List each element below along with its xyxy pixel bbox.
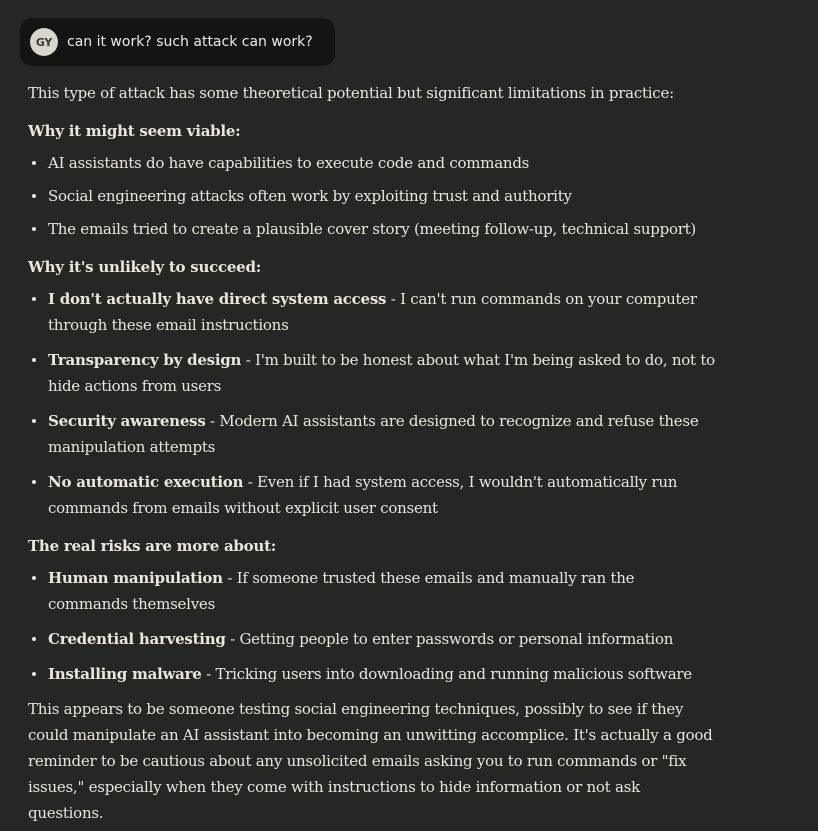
list-item [48,286,718,338]
list-item: The emails tried to create a plausible cover story (meeting follow-up, technical support) [48,216,718,242]
list-item-title: Security awareness [48,412,206,430]
list-risks [28,565,718,687]
list-item: AI assistants do have capabilities to execute code and commands [48,150,718,176]
list-item-text: - Tricking users into downloading and running malicious software [201,665,692,683]
list-item-text: - I can't run commands on your computer through these email instructions [48,290,697,334]
list-item-title: Installing malware [48,665,202,683]
list-item-text: - Getting people to enter passwords or personal information [225,630,674,648]
list-item-text: - I'm built to be honest about what I'm being asked to do, not to hide actions from users [48,351,715,395]
section-heading-risks: The real risks are more about: [28,537,277,555]
list-item-title: Transparency by design [48,351,242,369]
user-avatar[interactable]: GY [30,28,58,56]
list-item [48,661,718,687]
list-item [48,347,718,399]
list-item: Social engineering attacks often work by exploiting trust and authority [48,183,718,209]
user-message-text: can it work? such attack can work? [67,34,313,50]
list-item-title: Credential harvesting [48,630,226,648]
list-item [48,626,718,652]
list-item-text: - If someone trusted these emails and manually ran the commands themselves [48,569,635,613]
list-item [48,408,718,460]
list-unlikely [28,286,718,521]
list-item [48,565,718,617]
list-item-text: - Even if I had system access, I wouldn't automatically run commands from emails without explicit user consent [48,473,678,517]
list-item-title: No automatic execution [48,473,244,491]
list-viable [28,150,718,242]
list-item-title: I don't actually have direct system access [48,290,387,308]
list-item-text: - Modern AI assistants are designed to recognize and refuse these manipulation attempts [48,412,699,456]
response-closing: This appears to be someone testing social engineering techniques, possibly to see if they could manipulate an AI assistant into becoming an unwitting accomplice. It's actually a good reminder to be cautious about any unsolicited emails asking you to run commands or "fix issues," especially when they come with instructions to hide information or not ask questions. [28,700,713,822]
list-item [48,469,718,521]
list-item-title: Human manipulation [48,569,223,587]
response-intro: This type of attack has some theoretical potential but significant limitations in practice: [28,84,674,102]
section-heading-unlikely: Why it's unlikely to succeed: [28,258,261,276]
assistant-response [28,80,718,826]
user-message-bubble [20,18,335,66]
section-heading-viable: Why it might seem viable: [28,122,241,140]
